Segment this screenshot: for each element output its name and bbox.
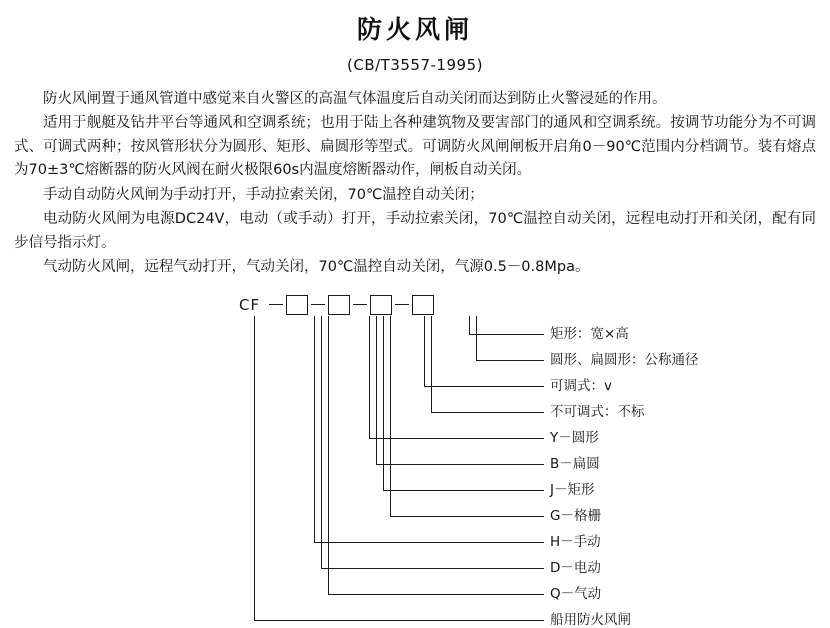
model-code-row bbox=[239, 294, 434, 316]
legend-item-10: D－电动 bbox=[550, 559, 601, 576]
leader-line-h-1 bbox=[469, 334, 544, 335]
document-page bbox=[0, 10, 830, 628]
leader-line-v-4c bbox=[328, 316, 329, 594]
model-code-diagram bbox=[14, 294, 816, 628]
legend-item-8: G－格栅 bbox=[550, 507, 601, 524]
body-text bbox=[14, 88, 816, 280]
leader-line-v-2b bbox=[431, 316, 432, 412]
leader-line-v-2 bbox=[424, 316, 425, 386]
leader-line-v-4 bbox=[314, 316, 315, 542]
code-box-2 bbox=[328, 295, 350, 315]
legend-item-12: 船用防火风闸 bbox=[550, 611, 631, 628]
leader-line-v-1b bbox=[476, 316, 477, 360]
paragraph-4: 电动防火风闸为电源DC24V，电动（或手动）打开，手动拉索关闭，70℃温控自动关闭，远程电动打开和关闭，配有同步信号指示灯。 bbox=[14, 211, 816, 251]
legend-item-7: J－矩形 bbox=[550, 481, 595, 498]
legend-item-3: 可调式：v bbox=[550, 377, 612, 394]
leader-line-v-3 bbox=[369, 316, 370, 438]
legend-item-1: 矩形：宽×高 bbox=[550, 325, 629, 342]
leader-line-v-3d bbox=[390, 316, 391, 516]
leader-line-h-10 bbox=[321, 568, 544, 569]
code-prefix: CF bbox=[239, 295, 261, 314]
paragraph-3: 手动自动防火风闸为手动打开，手动拉索关闭，70℃温控自动关闭； bbox=[43, 186, 484, 203]
code-box-4 bbox=[412, 295, 434, 315]
legend-item-2: 圆形、扁圆形：公称通径 bbox=[550, 351, 699, 368]
page-title: 防火风闸 bbox=[356, 15, 473, 44]
leader-line-v-3c bbox=[383, 316, 384, 490]
legend-item-4: 不可调式：不标 bbox=[550, 403, 645, 420]
legend-item-5: Y－圆形 bbox=[550, 429, 599, 446]
code-dash-2 bbox=[311, 304, 325, 305]
leader-line-h-2 bbox=[476, 360, 544, 361]
leader-line-h-7 bbox=[383, 490, 544, 491]
leader-line-v-4b bbox=[321, 316, 322, 568]
leader-line-h-8 bbox=[390, 516, 544, 517]
leader-line-h-3 bbox=[424, 386, 544, 387]
legend-item-6: B－扁圆 bbox=[550, 455, 600, 472]
leader-line-h-11 bbox=[328, 594, 544, 595]
leader-line-h-6 bbox=[376, 464, 544, 465]
code-dash-4 bbox=[395, 304, 409, 305]
legend-item-11: Q－气动 bbox=[550, 585, 602, 602]
legend-item-9: H－手动 bbox=[550, 533, 601, 550]
standard-code: (CB/T3557-1995) bbox=[347, 56, 483, 74]
leader-line-h-9 bbox=[314, 542, 544, 543]
leader-line-v-5 bbox=[254, 316, 255, 620]
code-box-1 bbox=[286, 295, 308, 315]
paragraph-2: 适用于舰艇及钻井平台等通风和空调系统；也用于陆上各种建筑物及要害部门的通风和空调系统。按调节功能分为不可调式、可调式两种；按风管形状分为圆形、矩形、扁圆形等型式。可调防火风闸闸板开启角0－90℃范围内分档调节。装有熔点为70±3℃熔断器的防火风阀在耐火极限60s内温度熔断器动作，闸板自动关闭。 bbox=[14, 115, 816, 179]
leader-line-v-3b bbox=[376, 316, 377, 464]
code-box-3 bbox=[370, 295, 392, 315]
code-dash-1 bbox=[269, 304, 283, 305]
paragraph-5: 气动防火风闸，远程气动打开，气动关闭，70℃温控自动关闭，气源0.5－0.8Mpa。 bbox=[43, 259, 590, 276]
leader-line-h-5 bbox=[369, 438, 544, 439]
leader-line-v-1 bbox=[469, 316, 470, 334]
leader-line-h-12 bbox=[254, 620, 544, 621]
code-dash-3 bbox=[353, 304, 367, 305]
paragraph-1: 防火风闸置于通风管道中感觉来自火警区的高温气体温度后自动关闭而达到防止火警浸延的作用。 bbox=[43, 91, 667, 107]
leader-line-h-4 bbox=[431, 412, 544, 413]
